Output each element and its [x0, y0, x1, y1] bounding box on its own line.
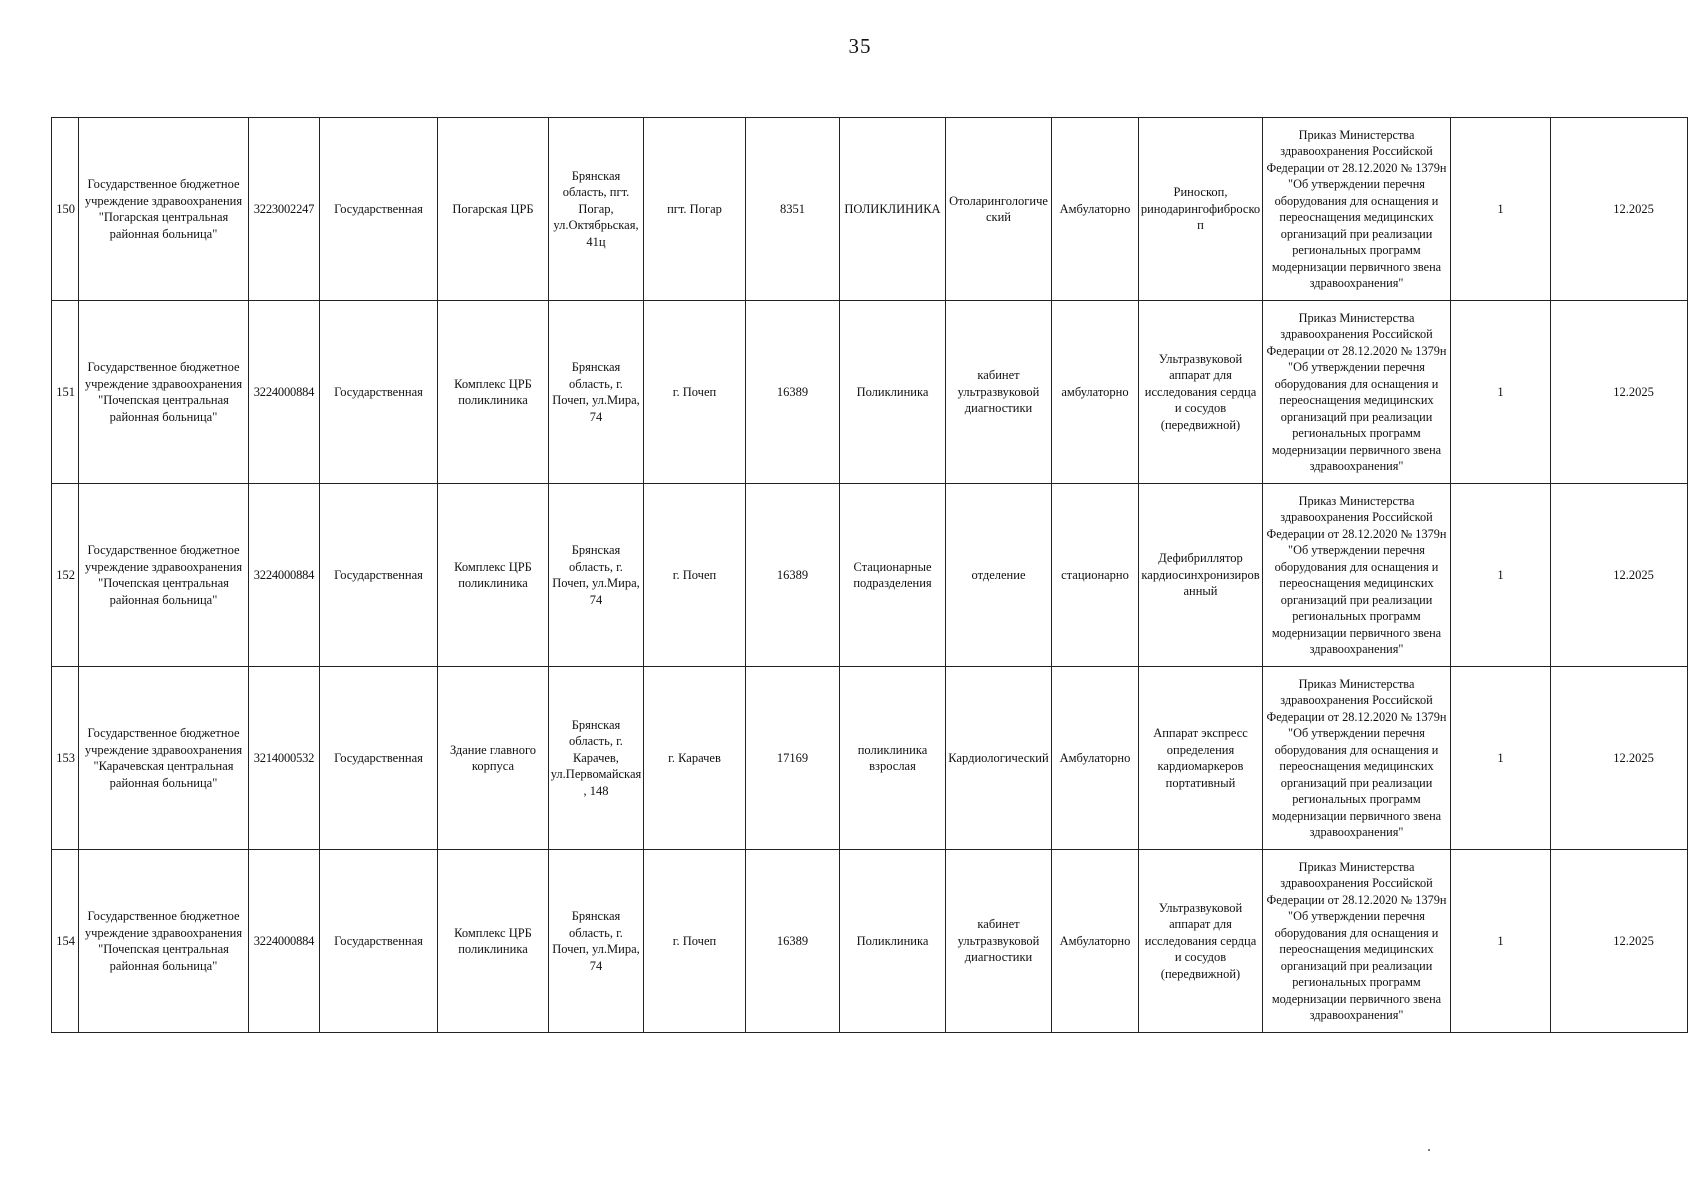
department: кабинет ультразвуковой диагностики: [946, 301, 1052, 484]
equipment: Ультразвуковой аппарат для исследования сердца и сосудов (передвижной): [1139, 850, 1263, 1033]
table-row: [52, 301, 1688, 484]
population: 16389: [746, 850, 840, 1033]
equipment-table: [51, 117, 1688, 1033]
department: Отоларингологический: [946, 118, 1052, 301]
institution-name: Государственное бюджетное учреждение здравоохранения "Карачевская центральная районная больница": [79, 667, 249, 850]
legal-order: Приказ Министерства здравоохранения Российской Федерации от 28.12.2020 № 1379н "Об утверждении перечня оборудования для оснащения и переоснащения медицинских организаций при реализации региональных программ модернизации первичного звена здравоохранения": [1263, 118, 1451, 301]
delivery-date: 12.2025: [1551, 850, 1688, 1033]
row-number: 153: [52, 667, 79, 850]
institution-name: Государственное бюджетное учреждение здравоохранения "Почепская центральная районная больница": [79, 484, 249, 667]
scan-speck: [1428, 1149, 1430, 1151]
care-mode: стационарно: [1052, 484, 1139, 667]
care-mode: амбулаторно: [1052, 301, 1139, 484]
delivery-date: 12.2025: [1551, 667, 1688, 850]
quantity: 1: [1451, 118, 1551, 301]
ownership: Государственная: [320, 850, 438, 1033]
legal-order: Приказ Министерства здравоохранения Российской Федерации от 28.12.2020 № 1379н "Об утверждении перечня оборудования для оснащения и переоснащения медицинских организаций при реализации региональных программ модернизации первичного звена здравоохранения": [1263, 667, 1451, 850]
quantity: 1: [1451, 850, 1551, 1033]
delivery-date: 12.2025: [1551, 301, 1688, 484]
unit: ПОЛИКЛИНИКА: [840, 118, 946, 301]
building: Погарская ЦРБ: [438, 118, 549, 301]
row-number: 151: [52, 301, 79, 484]
quantity: 1: [1451, 667, 1551, 850]
equipment: Риноскоп, ринодарингофиброскоп: [1139, 118, 1263, 301]
unit: Поликлиника: [840, 850, 946, 1033]
row-number: 150: [52, 118, 79, 301]
care-mode: Амбулаторно: [1052, 118, 1139, 301]
care-mode: Амбулаторно: [1052, 667, 1139, 850]
ownership: Государственная: [320, 667, 438, 850]
delivery-date: 12.2025: [1551, 118, 1688, 301]
ownership: Государственная: [320, 301, 438, 484]
department: кабинет ультразвуковой диагностики: [946, 850, 1052, 1033]
population: 8351: [746, 118, 840, 301]
settlement: пгт. Погар: [644, 118, 746, 301]
department: Кардиологический: [946, 667, 1052, 850]
delivery-date: 12.2025: [1551, 484, 1688, 667]
legal-order: Приказ Министерства здравоохранения Российской Федерации от 28.12.2020 № 1379н "Об утверждении перечня оборудования для оснащения и переоснащения медицинских организаций при реализации региональных программ модернизации первичного звена здравоохранения": [1263, 850, 1451, 1033]
table-row: [52, 484, 1688, 667]
equipment: Аппарат экспресс определения кардиомаркеров портативный: [1139, 667, 1263, 850]
inn: 3223002247: [249, 118, 320, 301]
address: Брянская область, пгт. Погар, ул.Октябрьская, 41ц: [549, 118, 644, 301]
legal-order: Приказ Министерства здравоохранения Российской Федерации от 28.12.2020 № 1379н "Об утверждении перечня оборудования для оснащения и переоснащения медицинских организаций при реализации региональных программ модернизации первичного звена здравоохранения": [1263, 301, 1451, 484]
table-row: [52, 118, 1688, 301]
ownership: Государственная: [320, 484, 438, 667]
inn: 3224000884: [249, 850, 320, 1033]
address: Брянская область, г. Почеп, ул.Мира, 74: [549, 850, 644, 1033]
equipment: Дефибриллятор кардиосинхронизированный: [1139, 484, 1263, 667]
page-number: 35: [848, 34, 872, 58]
institution-name: Государственное бюджетное учреждение здравоохранения "Почепская центральная районная больница": [79, 301, 249, 484]
care-mode: Амбулаторно: [1052, 850, 1139, 1033]
equipment: Ультразвуковой аппарат для исследования сердца и сосудов (передвижной): [1139, 301, 1263, 484]
institution-name: Государственное бюджетное учреждение здравоохранения "Погарская центральная районная больница": [79, 118, 249, 301]
population: 16389: [746, 301, 840, 484]
address: Брянская область, г. Карачев, ул.Первомайская, 148: [549, 667, 644, 850]
inn: 3224000884: [249, 484, 320, 667]
inn: 3224000884: [249, 301, 320, 484]
population: 17169: [746, 667, 840, 850]
department: отделение: [946, 484, 1052, 667]
building: Здание главного корпуса: [438, 667, 549, 850]
institution-name: Государственное бюджетное учреждение здравоохранения "Почепская центральная районная больница": [79, 850, 249, 1033]
ownership: Государственная: [320, 118, 438, 301]
settlement: г. Почеп: [644, 301, 746, 484]
row-number: 154: [52, 850, 79, 1033]
building: Комплекс ЦРБ поликлиника: [438, 484, 549, 667]
building: Комплекс ЦРБ поликлиника: [438, 301, 549, 484]
unit: поликлиника взрослая: [840, 667, 946, 850]
settlement: г. Почеп: [644, 850, 746, 1033]
row-number: 152: [52, 484, 79, 667]
unit: Стационарные подразделения: [840, 484, 946, 667]
legal-order: Приказ Министерства здравоохранения Российской Федерации от 28.12.2020 № 1379н "Об утверждении перечня оборудования для оснащения и переоснащения медицинских организаций при реализации региональных программ модернизации первичного звена здравоохранения": [1263, 484, 1451, 667]
inn: 3214000532: [249, 667, 320, 850]
quantity: 1: [1451, 484, 1551, 667]
quantity: 1: [1451, 301, 1551, 484]
table-row: [52, 850, 1688, 1033]
unit: Поликлиника: [840, 301, 946, 484]
settlement: г. Почеп: [644, 484, 746, 667]
address: Брянская область, г. Почеп, ул.Мира, 74: [549, 301, 644, 484]
address: Брянская область, г. Почеп, ул.Мира, 74: [549, 484, 644, 667]
population: 16389: [746, 484, 840, 667]
building: Комплекс ЦРБ поликлиника: [438, 850, 549, 1033]
table-row: [52, 667, 1688, 850]
settlement: г. Карачев: [644, 667, 746, 850]
